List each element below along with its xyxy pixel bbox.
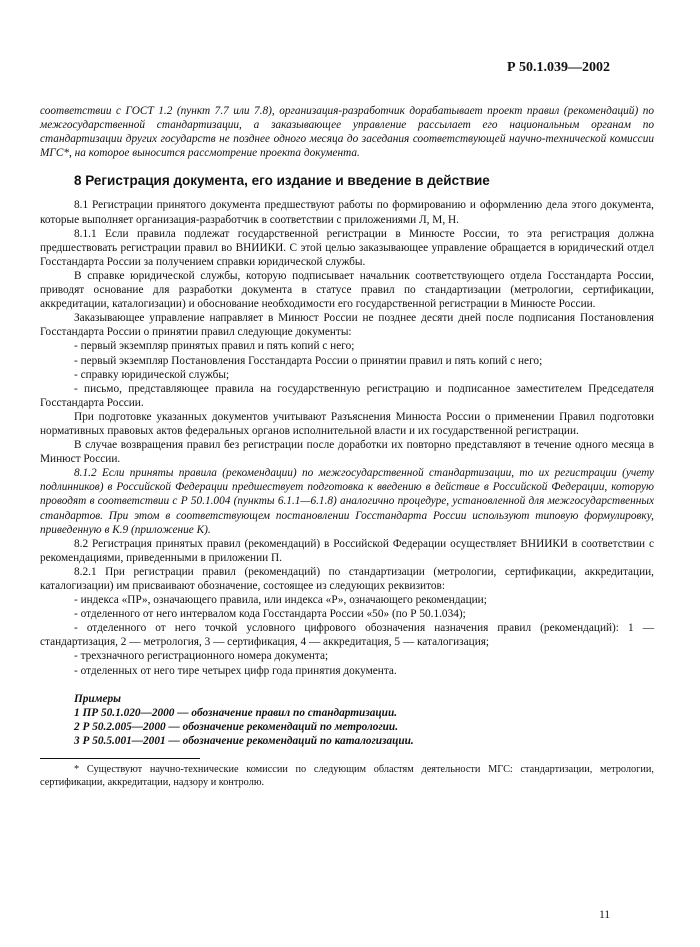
examples-heading: Примеры: [74, 692, 121, 705]
list-item: - первый экземпляр принятых правил и пять копий с него;: [74, 340, 355, 353]
list-item: - справку юридической службы;: [74, 368, 230, 381]
list-item: - первый экземпляр Постановления Госстандарта России о принятии правил и пять копий с него;: [74, 354, 543, 367]
list-item: - трехзначного регистрационного номера документа;: [74, 650, 329, 663]
intro-paragraph: соответствии с ГОСТ 1.2 (пункт 7.7 или 7.8), организация-разработчик дорабатывает проект правил (рекомендаций) по межгосударственной стандартизации, а заказывающее управление рассылает его национальным органам по стандартизации других государств не позднее одного месяца до заседания соответствующей научно-технической комиссии МГС*, на которое выносится рассмотрение проекта документа.: [40, 105, 654, 160]
list-item: - отделенного от него точкой условного цифрового обозначения назначения правил (рекомендаций): 1 — стандартизация, 2 — метрология, 3 — сертификация, 4 — аккредитация, 5 — каталогизация;: [40, 622, 654, 649]
list-item: - отделенных от него тире четырех цифр года принятия документа.: [74, 664, 397, 677]
example-item: 2 Р 50.2.005—2000 — обозначение рекомендаций по метрологии.: [74, 720, 399, 733]
paragraph-preparation: При подготовке указанных документов учитывают Разъяснения Минюста России о применении Правил подготовки нормативных правовых актов федеральных органов исполнительной власти и их государственной регистрации.: [40, 410, 654, 437]
paragraph-8-2: 8.2 Регистрация принятых правил (рекомендаций) в Российской Федерации осуществляет ВНИИКИ в соответствии с рекомендациями, приведенными в приложении П.: [40, 537, 654, 564]
footnote-divider: [40, 758, 200, 759]
example-item: 3 Р 50.5.001—2001 — обозначение рекомендаций по каталогизации.: [74, 734, 414, 747]
paragraph-8-1-1: 8.1.1 Если правила подлежат государственной регистрации в Минюсте России, то эта регистрация должна предшествовать регистрации правил во ВНИИКИ. С этой целью заказывающее управление обращается в юридический отдел Госстандарта России за получением справки юридической службы.: [40, 227, 654, 268]
document-code-header: Р 50.1.039—2002: [506, 60, 610, 75]
page-number: 11: [599, 909, 610, 921]
submission-documents-list: [40, 339, 654, 409]
page-content: [40, 104, 654, 789]
list-item: - отделенного от него интервалом кода Госстандарта России «50» (по Р 50.1.034);: [74, 608, 466, 621]
example-item: 1 ПР 50.1.020—2000 — обозначение правил по стандартизации.: [74, 706, 398, 719]
footnote: * Существуют научно-технические комиссии по следующим областям деятельности МГС: стандартизации, метрологии, сертификации, аккредитации, надзору и контролю.: [40, 764, 654, 789]
paragraph-8-1-2: 8.1.2 Если приняты правила (рекомендации) по межгосударственной стандартизации, то их регистрации (учету подлинников) в Российской Федерации предшествует подготовка к введению в действие в Российской Федерации, которую проводят в соответствии с Р 50.1.004 (пункты 6.1.1—6.1.8) аналогично процедуре, установленной для межгосударственных стандартов. При этом в соответствующем постановлении Госстандарта России используют типовую формулировку, приведенную в К.9 (приложение К).: [40, 467, 654, 536]
paragraph-legal-certificate: В справке юридической службы, которую подписывает начальник соответствующего отдела Госстандарта России, приводят основание для разработки документа в статусе правил по стандартизации (метрологии, сертификации, аккредитации, каталогизации) и обоснование необходимости его государственной регистрации в Минюсте России.: [40, 269, 654, 311]
examples-block: [40, 692, 654, 748]
paragraph-submission: Заказывающее управление направляет в Минюст России не позднее десяти дней после подписания Постановления Госстандарта России о принятии правил следующие документы:: [40, 312, 654, 339]
requisites-list: [40, 593, 654, 678]
list-item: - индекса «ПР», означающего правила, или индекса «Р», означающего рекомендации;: [74, 594, 487, 607]
paragraph-8-1: 8.1 Регистрации принятого документа предшествуют работы по формированию и оформлению дела этого документа, которые выполняет организация-разработчик в соответствии с приложениями Л, М, Н.: [40, 199, 654, 226]
paragraph-return: В случае возвращения правил без регистрации после доработки их повторно представляют в течение одного месяца в Минюст России.: [40, 439, 654, 466]
list-item: - письмо, представляющее правила на государственную регистрацию и подписанное заместителем Председателя Госстандарта России.: [40, 382, 654, 409]
section-title: 8 Регистрация документа, его издание и введение в действие: [74, 173, 490, 189]
paragraph-8-2-1: 8.2.1 При регистрации правил (рекомендаций) по стандартизации (метрологии, сертификации, аккредитации, каталогизации) им присваивают обозначение, состоящее из следующих реквизитов:: [40, 565, 654, 592]
